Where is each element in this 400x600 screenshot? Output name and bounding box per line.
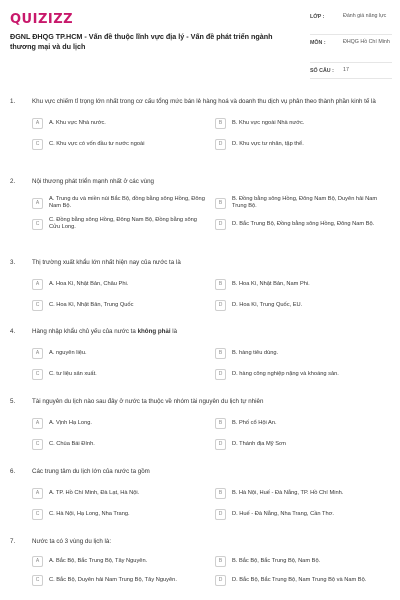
question-text: Nội thương phát triển mạnh nhất ở các vùng [32, 178, 154, 185]
option-a[interactable] [32, 116, 209, 130]
option-letter-badge: D [215, 300, 226, 311]
question-number: 5. [10, 398, 16, 405]
option-text: B. Hoa Kì, Nhật Bản, Nam Phi. [232, 280, 310, 287]
option-text: A. Bắc Bộ, Bắc Trung Bộ, Tây Nguyên. [49, 557, 148, 564]
option-letter-badge: C [32, 300, 43, 311]
option-text: D. Hoa Kì, Trung Quốc, EU. [232, 301, 303, 308]
option-text: B. Khu vực ngoài Nhà nước. [232, 119, 305, 126]
option-letter-badge: A [32, 556, 43, 567]
question-text: Các trung tâm du lịch lớn của nước ta gồm [32, 468, 150, 475]
subject-label: MÔN : [310, 40, 326, 46]
question-text: Khu vực chiếm tỉ trọng lớn nhất trong cơ cấu tổng mức bán lẻ hàng hoá và doanh thu dịch vụ phân theo thành phần kinh tế là [32, 98, 376, 105]
emphasis-text: không phải [137, 328, 171, 335]
option-letter-badge: B [215, 198, 226, 209]
option-text: D. Bắc Trung Bộ, Đồng bằng sông Hồng, Đông Nam Bộ. [232, 220, 375, 227]
question-5 [10, 398, 392, 451]
option-text: A. Khu vực Nhà nước. [49, 119, 106, 126]
option-text: C. Khu vực có vốn đầu tư nước ngoài [49, 140, 145, 147]
question-text: Thị trường xuất khẩu lớn nhất hiện nay của nước ta là [32, 259, 181, 266]
option-letter-badge: C [32, 139, 43, 150]
meta-row-count [310, 63, 392, 79]
option-letter-badge: D [215, 139, 226, 150]
option-text: D. Huế - Đà Nẵng, Nha Trang, Cần Thơ. [232, 510, 334, 517]
option-letter-badge: B [215, 348, 226, 359]
question-6 [10, 468, 392, 521]
option-d[interactable] [215, 298, 392, 312]
option-text: A. nguyên liệu. [49, 349, 87, 356]
option-letter-badge: C [32, 219, 43, 230]
question-number: 1. [10, 98, 16, 105]
count-value: 17 [343, 67, 349, 73]
option-d[interactable] [215, 507, 392, 521]
question-7 [10, 538, 392, 587]
option-letter-badge: A [32, 348, 43, 359]
option-text: D. hàng công nghiệp nặng và khoáng sản. [232, 370, 339, 377]
question-2 [10, 178, 392, 231]
option-a[interactable] [32, 196, 209, 210]
option-c[interactable] [32, 298, 209, 312]
quizizz-logo: QUIZIZZ [10, 12, 74, 27]
meta-box [310, 12, 392, 79]
option-a[interactable] [32, 277, 209, 291]
option-c[interactable] [32, 437, 209, 451]
option-text: D. Khu vực tư nhân, tập thể. [232, 140, 304, 147]
option-letter-badge: A [32, 118, 43, 129]
option-text: C. tư liệu sản xuất. [49, 370, 97, 377]
option-letter-badge: A [32, 488, 43, 499]
option-letter-badge: B [215, 118, 226, 129]
worksheet-title: ĐGNL ĐHQG TP.HCM - Vấn đề thuộc lĩnh vực địa lý - Vấn đề phát triển ngành thương mại và du lịch [10, 32, 273, 51]
option-b[interactable] [215, 554, 392, 568]
option-c[interactable] [32, 573, 209, 587]
option-letter-badge: D [215, 219, 226, 230]
option-letter-badge: D [215, 369, 226, 380]
option-b[interactable] [215, 116, 392, 130]
option-letter-badge: A [32, 279, 43, 290]
option-letter-badge: D [215, 575, 226, 586]
class-value: Đánh giá năng lực [343, 13, 387, 19]
option-letter-badge: B [215, 556, 226, 567]
option-c[interactable] [32, 507, 209, 521]
option-c[interactable] [32, 217, 209, 231]
option-text: B. hàng tiêu dùng. [232, 349, 279, 356]
option-letter-badge: C [32, 575, 43, 586]
option-letter-badge: D [215, 439, 226, 450]
option-text: B. Đồng bằng sông Hồng, Đông Nam Bộ, Duyên hải Nam Trung Bộ. [232, 196, 378, 209]
option-text: D. Bắc Bộ, Bắc Trung Bộ, Nam Trung Bộ và Nam Bộ. [232, 576, 367, 583]
option-b[interactable] [215, 346, 392, 360]
option-text: D. Thánh địa Mỹ Sơn [232, 440, 286, 447]
option-text: B. Phố cổ Hội An. [232, 419, 277, 426]
option-letter-badge: A [32, 198, 43, 209]
option-b[interactable] [215, 486, 392, 500]
question-1 [10, 98, 392, 151]
class-label: LỚP : [310, 14, 325, 20]
option-letter-badge: C [32, 439, 43, 450]
option-text: A. Vịnh Hạ Long. [49, 419, 93, 426]
question-4 [10, 328, 392, 381]
question-text: Hàng nhập khẩu chủ yếu của nước ta không phải là [32, 328, 178, 335]
option-text: B. Bắc Bộ, Bắc Trung Bộ, Nam Bộ. [232, 557, 321, 564]
option-a[interactable] [32, 554, 209, 568]
option-b[interactable] [215, 277, 392, 291]
option-b[interactable] [215, 196, 392, 210]
count-label: SỐ CÂU : [310, 68, 334, 74]
option-c[interactable] [32, 137, 209, 151]
option-text: A. Trung du và miền núi Bắc Bộ, đồng bằng sông Hồng, Đông Nam Bộ. [49, 196, 205, 209]
question-number: 2. [10, 178, 16, 185]
meta-row-subject [310, 35, 392, 63]
question-number: 3. [10, 259, 16, 266]
option-text: C. Bắc Bộ, Duyên hải Nam Trung Bộ, Tây Nguyên. [49, 576, 177, 583]
option-text: A. Hoa Kì, Nhật Bản, Châu Phi. [49, 280, 129, 287]
subject-value: ĐHQG Hồ Chí Minh [343, 39, 390, 45]
question-text: Tài nguyên du lịch nào sau đây ở nước ta thuộc về nhóm tài nguyên du lịch tự nhiên [32, 398, 264, 405]
option-a[interactable] [32, 486, 209, 500]
option-letter-badge: A [32, 418, 43, 429]
option-text: C. Đồng bằng sông Hồng, Đông Nam Bộ, Đồng bằng sông Cửu Long. [49, 217, 197, 230]
option-text: C. Hà Nội, Hạ Long, Nha Trang. [49, 510, 130, 517]
option-text: B. Hà Nội, Huế - Đà Nẵng, TP. Hồ Chí Minh. [232, 489, 344, 496]
option-letter-badge: B [215, 279, 226, 290]
option-text: C. Hoa Kì, Nhật Bản, Trung Quốc [49, 301, 134, 308]
option-c[interactable] [32, 367, 209, 381]
question-number: 4. [10, 328, 16, 335]
option-b[interactable] [215, 416, 392, 430]
option-letter-badge: C [32, 369, 43, 380]
option-d[interactable] [215, 217, 392, 231]
question-text: Nước ta có 3 vùng du lịch là: [32, 538, 112, 545]
option-text: C. Chùa Bái Đính. [49, 440, 95, 447]
option-letter-badge: D [215, 509, 226, 520]
option-d[interactable] [215, 437, 392, 451]
option-letter-badge: B [215, 418, 226, 429]
option-letter-badge: B [215, 488, 226, 499]
option-d[interactable] [215, 573, 392, 587]
meta-row-class [310, 12, 392, 35]
option-text: A. TP. Hồ Chí Minh, Đà Lạt, Hà Nội. [49, 489, 140, 496]
question-number: 6. [10, 468, 16, 475]
question-number: 7. [10, 538, 16, 545]
option-letter-badge: C [32, 509, 43, 520]
option-a[interactable] [32, 346, 209, 360]
option-d[interactable] [215, 367, 392, 381]
question-3 [10, 259, 392, 312]
option-a[interactable] [32, 416, 209, 430]
option-d[interactable] [215, 137, 392, 151]
